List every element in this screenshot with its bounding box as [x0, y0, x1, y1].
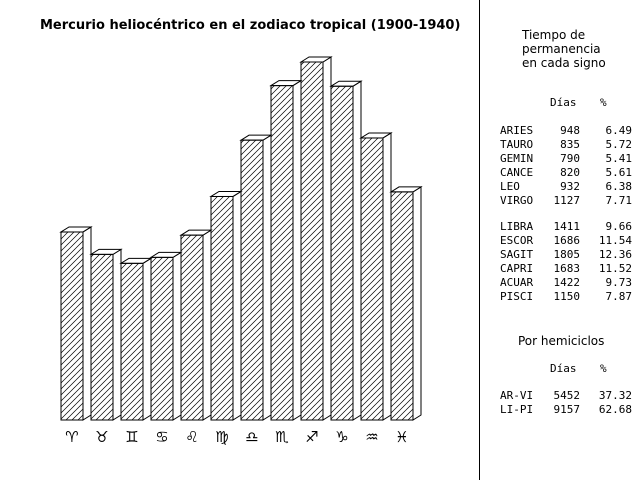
bar-gemin: [121, 258, 151, 420]
sign-pct: 7.71: [605, 194, 632, 207]
sign-days: 1127: [553, 194, 580, 207]
sign-pct: 9.66: [605, 220, 632, 233]
bar-escor: [271, 81, 301, 420]
sign-glyph-gemin: ♊︎: [125, 428, 139, 446]
sign-glyph-acuar: ♒︎: [365, 428, 379, 446]
sign-row: [500, 262, 632, 276]
sign-row: [500, 220, 632, 234]
sign-name: CAPRI: [500, 262, 534, 275]
sign-row: [500, 234, 632, 248]
hemicycle-name: AR-VI: [500, 389, 534, 402]
bar-pisci: [391, 187, 421, 420]
sign-days: 1805: [553, 248, 580, 261]
sign-days: 932: [560, 180, 580, 193]
sign-row: [500, 248, 632, 262]
sign-days: 1411: [553, 220, 580, 233]
sign-row: [500, 276, 632, 290]
sign-name: PISCI: [500, 290, 534, 303]
sign-name: TAURO: [500, 138, 534, 151]
sign-pct: 6.38: [605, 180, 632, 193]
bar-leo: [181, 230, 211, 420]
sign-days: 790: [560, 152, 580, 165]
pct-header: %: [600, 96, 607, 109]
sign-row: [500, 124, 632, 138]
sign-name: GEMIN: [500, 152, 534, 165]
sign-glyph-escor: ♏︎: [275, 428, 289, 446]
chart-title: Mercurio heliocéntrico en el zodiaco tropical (1900-1940): [40, 18, 461, 33]
bar-acuar: [361, 133, 391, 420]
panel-title-line-1: Tiempo de: [522, 28, 586, 42]
hemicycle-pct: 62.68: [598, 403, 632, 416]
sign-name: ESCOR: [500, 234, 534, 247]
panel-title-line-3: en cada signo: [522, 56, 606, 70]
bar-capri: [331, 81, 361, 420]
sign-name: CANCE: [500, 166, 534, 179]
sign-row: [500, 138, 632, 152]
sign-name: LIBRA: [500, 220, 534, 233]
sign-glyph-aries: ♈︎: [65, 428, 79, 446]
sign-pct: 9.73: [605, 276, 632, 289]
sign-glyph-virgo: ♍︎: [215, 428, 229, 446]
sign-row: [500, 166, 632, 180]
sign-name: SAGIT: [500, 248, 534, 261]
sign-glyph-leo: ♌︎: [185, 428, 199, 446]
sign-row: [500, 290, 632, 304]
sign-glyph-cance: ♋︎: [155, 428, 169, 446]
sign-pct: 5.41: [605, 152, 632, 165]
bars-group: [61, 57, 421, 420]
sign-pct: 5.72: [605, 138, 632, 151]
sign-glyph-libra: ♎︎: [245, 428, 259, 446]
sign-row: [500, 152, 632, 166]
sign-pct: 5.61: [605, 166, 632, 179]
sign-pct: 7.87: [605, 290, 632, 303]
sign-name: LEO: [500, 180, 520, 193]
bar-cance: [151, 252, 181, 420]
sign-row: [500, 194, 632, 208]
sign-glyph-pisci: ♓︎: [395, 428, 409, 446]
sign-row: [500, 180, 632, 194]
days-header: Días: [550, 96, 577, 109]
sign-days: 1683: [553, 262, 580, 275]
hemicycle-row: [500, 389, 632, 403]
bar-sagit: [301, 57, 331, 420]
sign-glyph-capri: ♑︎: [335, 428, 349, 446]
sign-days: 820: [560, 166, 580, 179]
sign-pct: 11.54: [598, 234, 632, 247]
hemicycle-days: 5452: [553, 389, 580, 402]
sign-pct: 11.52: [598, 262, 632, 275]
sign-name: ARIES: [500, 124, 534, 137]
sign-name: VIRGO: [500, 194, 534, 207]
hemicycle-pct: 37.32: [598, 389, 632, 402]
bar-virgo: [211, 191, 241, 420]
stats-panel: [480, 0, 640, 480]
hemicycle-days: 9157: [553, 403, 580, 416]
bar-libra: [241, 135, 271, 420]
hemi-pct-header: %: [600, 362, 607, 375]
sign-glyph-sagit: ♐︎: [305, 428, 319, 446]
sign-days: 1150: [553, 290, 580, 303]
bar-tauro: [91, 249, 121, 420]
sign-pct: 12.36: [598, 248, 632, 261]
sign-name: ACUAR: [500, 276, 534, 289]
sign-glyph-tauro: ♉︎: [95, 428, 109, 446]
hemicycle-row: [500, 403, 632, 417]
sign-pct: 6.49: [605, 124, 632, 137]
sign-days: 1686: [553, 234, 580, 247]
sign-days: 835: [560, 138, 580, 151]
panel-title-line-2: permanencia: [522, 42, 601, 56]
hemicycle-name: LI-PI: [500, 403, 534, 416]
hemicycle-title: Por hemiciclos: [518, 334, 605, 348]
sign-days: 1422: [553, 276, 580, 289]
hemi-days-header: Días: [550, 362, 577, 375]
bar-aries: [61, 227, 91, 420]
sign-days: 948: [560, 124, 580, 137]
